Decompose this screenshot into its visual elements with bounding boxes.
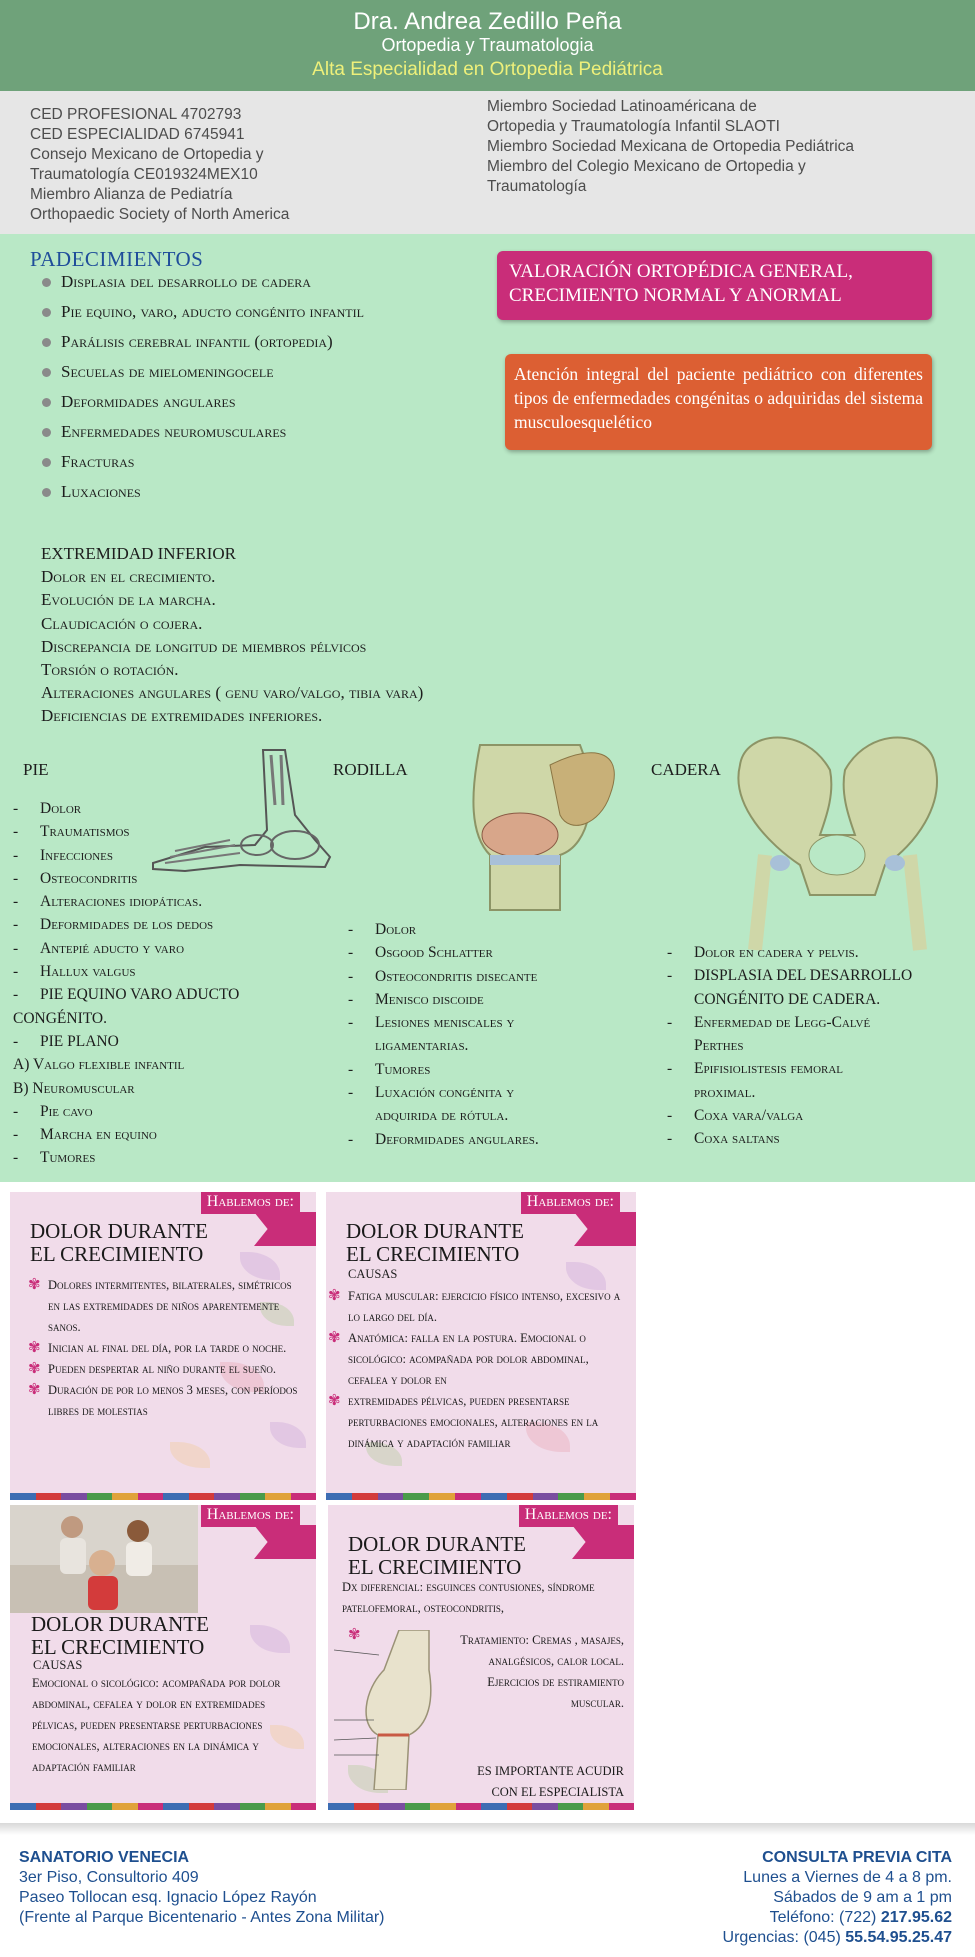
card-title (31, 1613, 209, 1659)
stripe-segment (112, 1493, 138, 1500)
list-item: - Menisco discoide (348, 988, 603, 1011)
ext-line: Dolor en el crecimiento. (41, 567, 216, 587)
stripe-segment (214, 1803, 240, 1810)
list-item: Luxaciones (40, 482, 500, 512)
consulta-title: CONSULTA PREVIA CITA (762, 1849, 952, 1866)
stripe-segment (36, 1493, 62, 1500)
credential-line: Traumatología CE019324MEX10 (30, 166, 258, 183)
header-banner (0, 0, 975, 91)
stripe-segment (455, 1493, 481, 1500)
schedule-line: Lunes a Viernes de 4 a 8 pm. (743, 1869, 952, 1886)
list-item: proximal. (694, 1083, 756, 1101)
credential-line: Consejo Mexicano de Ortopedia y (30, 146, 264, 163)
stripe-segment (583, 1803, 609, 1810)
stripe-segment (481, 1493, 507, 1500)
credentials-right (487, 97, 947, 197)
ext-line: Alteraciones angulares ( genu varo/valgo, tibia vara) (41, 683, 424, 703)
list-item: B) Neuromuscular (13, 1079, 135, 1097)
list-item: Pie equino, varo, aducto congénito infantil (40, 302, 500, 332)
stripe-segment (429, 1493, 455, 1500)
list-item: - DISPLASIA DEL DESARROLLO (667, 964, 942, 987)
info-card-3 (10, 1505, 316, 1810)
card-body: Emocional o sicológico: acompañada por dolor abdominal, cefalea y dolor en extremidades pélvicas, pueden presentarse perturbaciones emocionales, alteraciones en la dinámica y adaptación familiar (32, 1676, 281, 1774)
flower-icon: ✾ (28, 1277, 41, 1293)
list-item: - Dolor en cadera y pelvis. (667, 941, 942, 964)
list-item: ligamentarias. (375, 1037, 469, 1055)
list-item: - Alteraciones idiopáticas. (13, 890, 333, 913)
list-item: Enfermedades neuromusculares (40, 422, 500, 452)
card-title-line: DOLOR DURANTE (30, 1219, 208, 1243)
phone-line: Teléfono: (722) 217.95.62 (769, 1909, 952, 1926)
stripe-segment (558, 1493, 584, 1500)
stripe-segment (240, 1493, 266, 1500)
stripe-segment (163, 1803, 189, 1810)
ext-line: Torsión o rotación. (41, 660, 179, 680)
list-item: - Lesiones meniscales y (348, 1011, 603, 1034)
list-item: - PIE PLANO (13, 1030, 333, 1053)
footer-divider (0, 1823, 975, 1835)
flower-icon: ✾ (28, 1361, 41, 1377)
card-title-line: DOLOR DURANTE (348, 1532, 526, 1556)
hablemos-tag: Hablemos de: (201, 1192, 300, 1214)
stripe-segment (265, 1493, 291, 1500)
flower-icon: ✾ (28, 1340, 41, 1356)
stripe-segment (532, 1803, 558, 1810)
stripe-segment (481, 1803, 507, 1810)
list-item: - Hallux valgus (13, 960, 333, 983)
list-item: - Infecciones (13, 844, 333, 867)
list-item: ✾ Anatómica: falla en la postura. Emocional o sicológico: acompañada por dolor abdominal, cefalea y dolor en (328, 1330, 589, 1387)
list-item: Secuelas de mielomeningocele (40, 362, 500, 392)
info-card-4 (328, 1505, 634, 1810)
list-item: Fracturas (40, 452, 500, 482)
list-item: A) Valgo flexible infantil (13, 1056, 185, 1074)
stripe-segment (138, 1493, 164, 1500)
list-item: ✾ Pueden despertar al niño durante el sueño. (28, 1359, 306, 1380)
list-item: Deformidades angulares (40, 392, 500, 422)
list-item: ✾ Duración de por lo menos 3 meses, con períodos libres de molestias (28, 1382, 298, 1418)
list-item: - Osteocondritis (13, 867, 333, 890)
ext-line: Deficiencias de extremidades inferiores. (41, 706, 323, 726)
stripe-segment (291, 1803, 317, 1810)
stripe-segment (379, 1803, 405, 1810)
address-line: Paseo Tollocan esq. Ignacio López Rayón (19, 1889, 317, 1906)
card-title (348, 1533, 526, 1579)
list-item: ✾ Inician al final del día, por la tarde o noche. (28, 1338, 306, 1359)
bookmark-ribbon (254, 1525, 316, 1559)
card-title (30, 1220, 208, 1266)
padecimientos-list (40, 272, 500, 512)
credential-line: Miembro Alianza de Pediatría (30, 186, 233, 203)
stripe-segment (507, 1493, 533, 1500)
stripe-segment (430, 1803, 456, 1810)
stripe-segment (533, 1493, 559, 1500)
pie-title: PIE (23, 760, 49, 779)
flower-icon: ✾ (28, 1382, 41, 1398)
stripe-segment (584, 1493, 610, 1500)
list-item: Parálisis cerebral infantil (ortopedia) (40, 332, 500, 362)
card-title-line: EL CRECIMIENTO (346, 1242, 520, 1266)
causas-label: CAUSAS (348, 1267, 398, 1281)
stripe-segment (378, 1493, 404, 1500)
list-item: - Dolor (13, 797, 333, 820)
card-title-line: EL CRECIMIENTO (348, 1555, 522, 1579)
extremidad-inferior (41, 542, 601, 728)
stripe-segment (456, 1803, 482, 1810)
stripe-segment (36, 1803, 62, 1810)
stripe-segment (61, 1803, 87, 1810)
stripe-segment (214, 1493, 240, 1500)
stripe-segment (558, 1803, 584, 1810)
stripe-segment (240, 1803, 266, 1810)
footer-contact (723, 1848, 952, 1948)
importante-note: ES IMPORTANTE ACUDIR CON EL ESPECIALISTA (477, 1764, 624, 1799)
stripe-segment (610, 1493, 636, 1500)
color-stripes (326, 1493, 636, 1500)
cadera-list (667, 941, 942, 1151)
list-item: - PIE EQUINO VARO ADUCTO (13, 983, 333, 1006)
card-title-line: DOLOR DURANTE (346, 1219, 524, 1243)
card-title-line: EL CRECIMIENTO (31, 1635, 205, 1659)
family-photo (10, 1505, 198, 1613)
cadera-title: CADERA (651, 760, 721, 779)
urgencias-line: Urgencias: (045) 55.54.95.25.47 (722, 1929, 952, 1946)
info-card-2 (326, 1192, 636, 1500)
address-line: (Frente al Parque Bicentenario - Antes Zona Militar) (19, 1909, 385, 1926)
list-item: ✾ extremidades pélvicas, pueden presentarse perturbaciones emocionales, alteraciones en la dinámica y adaptación familiar (328, 1393, 599, 1450)
flower-icon: ✾ (328, 1330, 341, 1346)
padecimientos-title: PADECIMIENTOS (30, 247, 204, 271)
pie-list (13, 797, 333, 1170)
stripe-segment (326, 1493, 352, 1500)
causas-label: CAUSAS (33, 1658, 83, 1672)
list-item: Perthes (694, 1037, 744, 1055)
credential-line: CED PROFESIONAL 4702793 (30, 106, 242, 123)
list-item: CONGÉNITO. (13, 1009, 107, 1027)
hablemos-tag: Hablemos de: (201, 1505, 300, 1527)
valoracion-box: VALORACIÓN ORTOPÉDICA GENERAL, CRECIMIENTO NORMAL Y ANORMAL (497, 251, 932, 320)
list-item: - Epifisiolistesis femoral (667, 1057, 942, 1080)
stripe-segment (87, 1803, 113, 1810)
list-item: - Osteocondritis disecante (348, 965, 603, 988)
flower-icon: ✾ (348, 1627, 361, 1643)
stripe-segment (609, 1803, 635, 1810)
card-list (28, 1275, 306, 1422)
stripe-segment (189, 1493, 215, 1500)
list-item: - Deformidades de los dedos (13, 913, 333, 936)
list-item: CONGÉNITO DE CADERA. (694, 990, 881, 1008)
doctor-name: Dra. Andrea Zedillo Peña (353, 8, 622, 35)
stripe-segment (265, 1803, 291, 1810)
stripe-segment (405, 1803, 431, 1810)
stripe-segment (163, 1493, 189, 1500)
stripe-segment (328, 1803, 354, 1810)
stripe-segment (291, 1493, 317, 1500)
ext-line: Claudicación o cojera. (41, 613, 203, 633)
footer-address (19, 1848, 385, 1928)
stripe-segment (61, 1493, 87, 1500)
stripe-segment (112, 1803, 138, 1810)
specialty: Ortopedia y Traumatologia (381, 35, 594, 55)
address-line: 3er Piso, Consultorio 409 (19, 1869, 199, 1886)
info-card-1 (10, 1192, 316, 1500)
stripe-segment (10, 1803, 36, 1810)
list-item: - Enfermedad de Legg-Calvé (667, 1011, 942, 1034)
list-item: - Luxación congénita y (348, 1081, 603, 1104)
list-item: - Osgood Schlatter (348, 941, 603, 964)
sanatorio-name: SANATORIO VENECIA (19, 1849, 190, 1866)
list-item: ✾ Fatiga muscular: ejercicio físico intenso, excesivo a lo largo del día. (328, 1288, 621, 1324)
urgencias-number[interactable]: 55.54.95.25.47 (845, 1929, 952, 1946)
credential-line: Miembro Sociedad Mexicana de Ortopedia Pediátrica (487, 138, 855, 155)
list-item: - Pie cavo (13, 1100, 333, 1123)
phone-number[interactable]: 217.95.62 (880, 1909, 952, 1926)
knee-illustration (450, 735, 620, 915)
bookmark-ribbon (254, 1212, 316, 1246)
color-stripes (10, 1803, 316, 1810)
card-title (346, 1220, 524, 1266)
schedule-line: Sábados de 9 am a 1 pm (773, 1889, 952, 1906)
tratamiento: Tratamiento: Cremas , masajes, analgésicos, calor local. Ejercicios de estiramiento muscular. (460, 1633, 624, 1710)
color-stripes (10, 1493, 316, 1500)
atencion-box: Atención integral del paciente pediátrico con diferentes tipos de enfermedades congénitas o adquiridas del sistema musculoesquelético (505, 354, 932, 450)
stripe-segment (507, 1803, 533, 1810)
credential-line: Ortopedia y Traumatología Infantil SLAOTI (487, 118, 780, 135)
flower-icon: ✾ (328, 1393, 341, 1409)
dx-diferencial: Dx diferencial: esguinces contusiones, síndrome patelofemoral, osteocondritis, (342, 1580, 595, 1615)
flower-icon: ✾ (328, 1288, 341, 1304)
credential-line: Miembro Sociedad Latinoaméricana de (487, 98, 757, 115)
list-item: - Antepié aducto y varo (13, 937, 333, 960)
stripe-segment (403, 1493, 429, 1500)
list-item: Displasia del desarrollo de cadera (40, 272, 500, 302)
hablemos-tag: Hablemos de: (521, 1192, 620, 1214)
list-item: - Dolor (348, 918, 603, 941)
credential-line: Miembro del Colegio Mexicano de Ortopedia y (487, 158, 806, 175)
list-item: - Deformidades angulares. (348, 1128, 603, 1151)
credentials-left (30, 105, 450, 225)
list-item: ✾ Dolores intermitentes, bilaterales, simétricos en las extremidades de niños aparentemente sanos. (28, 1277, 292, 1334)
list-item: - Coxa vara/valga (667, 1104, 942, 1127)
ext-line: Discrepancia de longitud de miembros pélvicos (41, 636, 367, 656)
stripe-segment (189, 1803, 215, 1810)
pelvis-illustration (725, 725, 965, 955)
color-stripes (328, 1803, 634, 1810)
card-list (328, 1286, 628, 1454)
stripe-segment (10, 1493, 36, 1500)
list-item: - Tumores (13, 1146, 333, 1169)
stripe-segment (138, 1803, 164, 1810)
credential-line: CED ESPECIALIDAD 6745941 (30, 126, 245, 143)
rodilla-title: RODILLA (333, 760, 408, 779)
card-title-line: DOLOR DURANTE (31, 1612, 209, 1636)
credential-line: Orthopaedic Society of North America (30, 206, 290, 223)
high-specialty: Alta Especialidad en Ortopedia Pediátrica (312, 59, 663, 80)
knee-anatomy-illustration (334, 1630, 444, 1790)
ext-line: EXTREMIDAD INFERIOR (41, 544, 237, 563)
bookmark-ribbon (572, 1525, 634, 1559)
rodilla-list (348, 918, 603, 1151)
bookmark-ribbon (574, 1212, 636, 1246)
list-item: - Tumores (348, 1058, 603, 1081)
ext-line: Evolución de la marcha. (41, 590, 216, 610)
list-item: - Traumatismos (13, 820, 333, 843)
list-item: - Marcha en equino (13, 1123, 333, 1146)
stripe-segment (87, 1493, 113, 1500)
list-item: - Coxa saltans (667, 1127, 942, 1150)
hablemos-tag: Hablemos de: (519, 1505, 618, 1527)
credentials-panel (0, 91, 975, 234)
card-title-line: EL CRECIMIENTO (30, 1242, 204, 1266)
stripe-segment (352, 1493, 378, 1500)
credential-line: Traumatología (487, 178, 587, 195)
stripe-segment (354, 1803, 380, 1810)
list-item: adquirida de rótula. (375, 1107, 509, 1125)
